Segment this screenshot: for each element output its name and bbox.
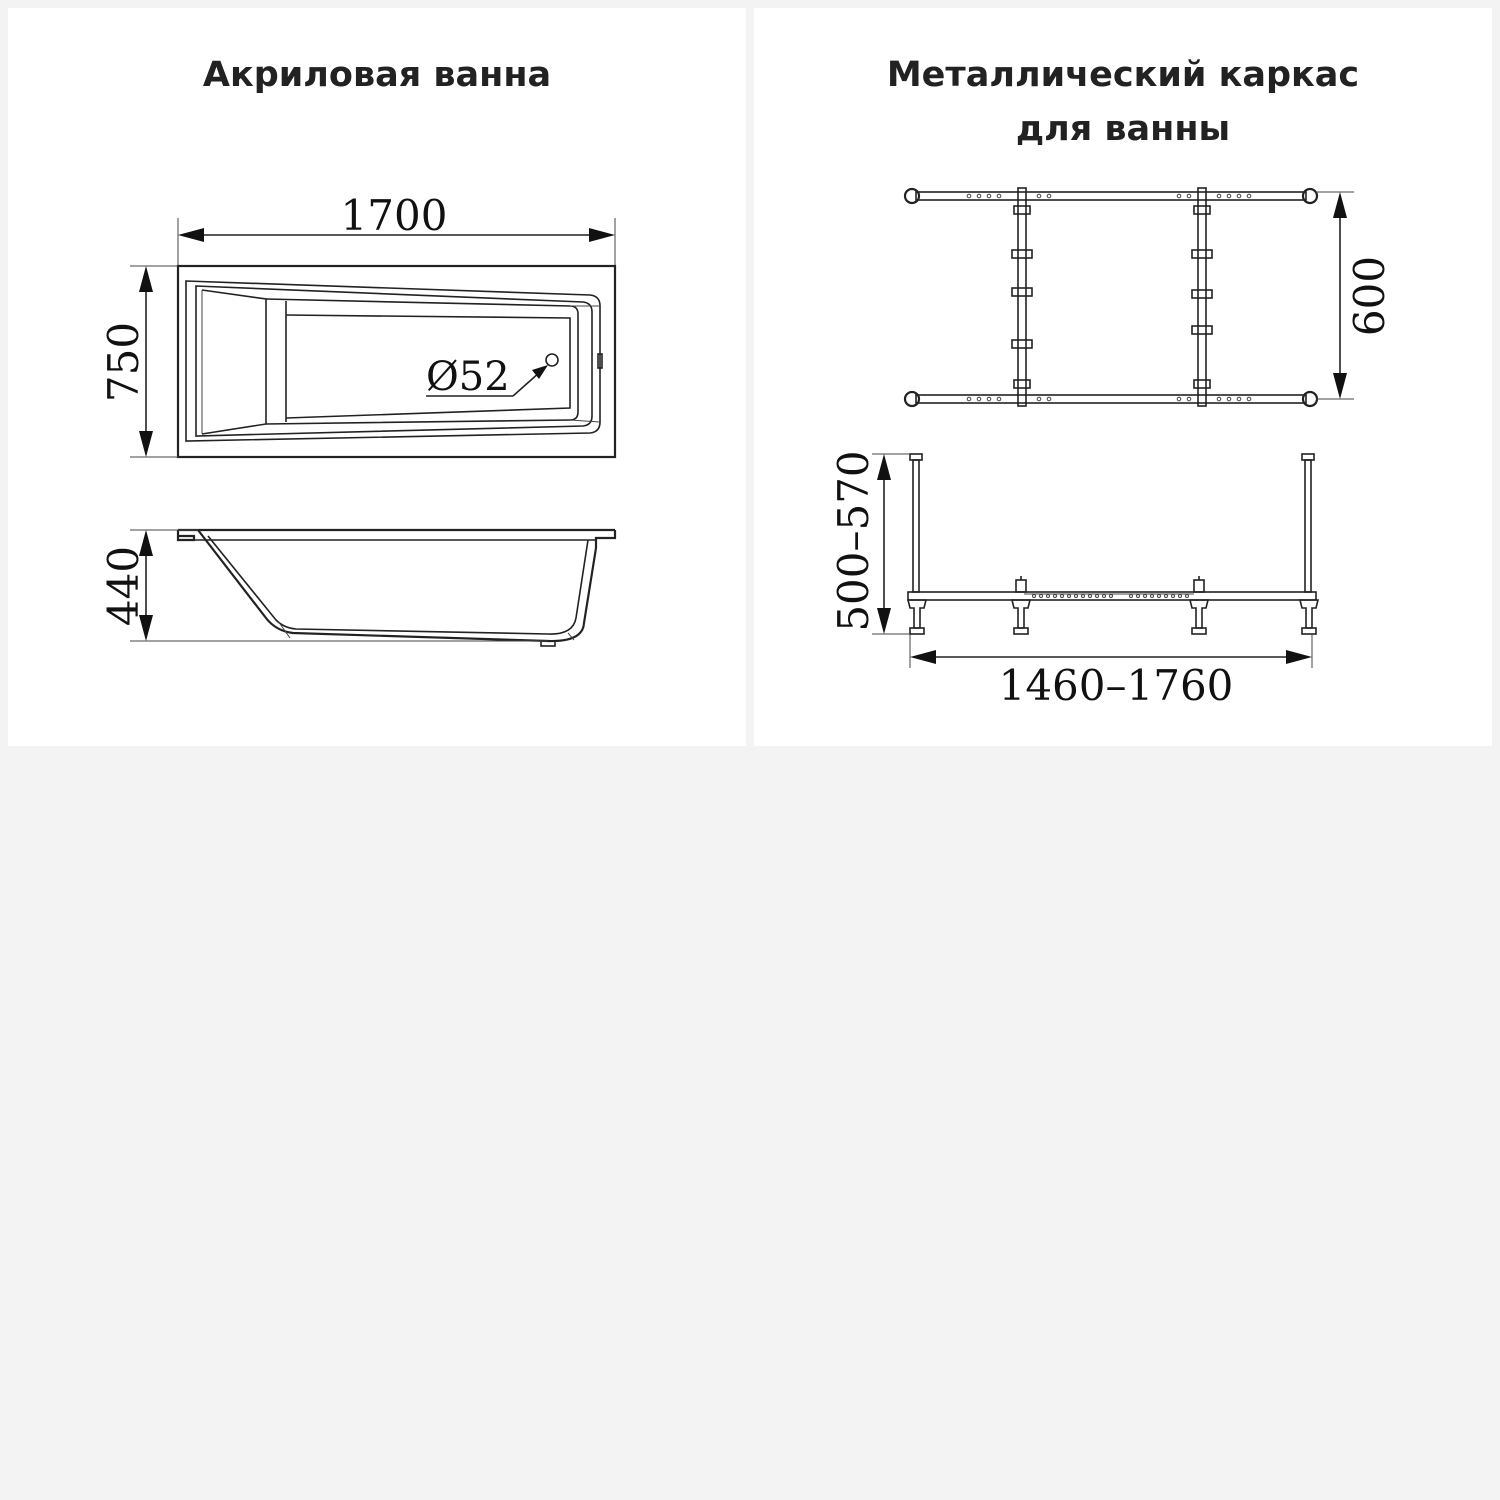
bathtub-drawing [8,8,746,746]
depth-label: 600 [1345,255,1394,337]
frame-drawing [754,8,1492,746]
frame-top-view [905,188,1394,406]
frame-panel [754,8,1492,746]
drain-hole [546,354,558,366]
width-label: 750 [99,321,148,403]
frame-side-view [829,450,1318,710]
frame-cross-member-right [1198,188,1206,406]
drain-diameter-label: Ø52 [426,354,510,400]
frame-length-label: 1460–1760 [998,661,1234,710]
frame-title-line2: для ванны [1015,109,1231,149]
bathtub-body-profile [198,530,596,641]
length-label: 1700 [340,191,448,240]
frame-height-label: 500–570 [829,450,878,632]
height-label: 440 [99,545,148,627]
frame-title-line1: Металлический каркас [886,55,1360,95]
bathtub-top-view [99,191,615,457]
bathtub-side-view [99,530,615,646]
bathtub-panel [8,8,746,746]
frame-cross-member-left [1018,188,1026,406]
bathtub-title: Акриловая ванна [202,55,552,95]
frame-feet [908,600,1318,634]
